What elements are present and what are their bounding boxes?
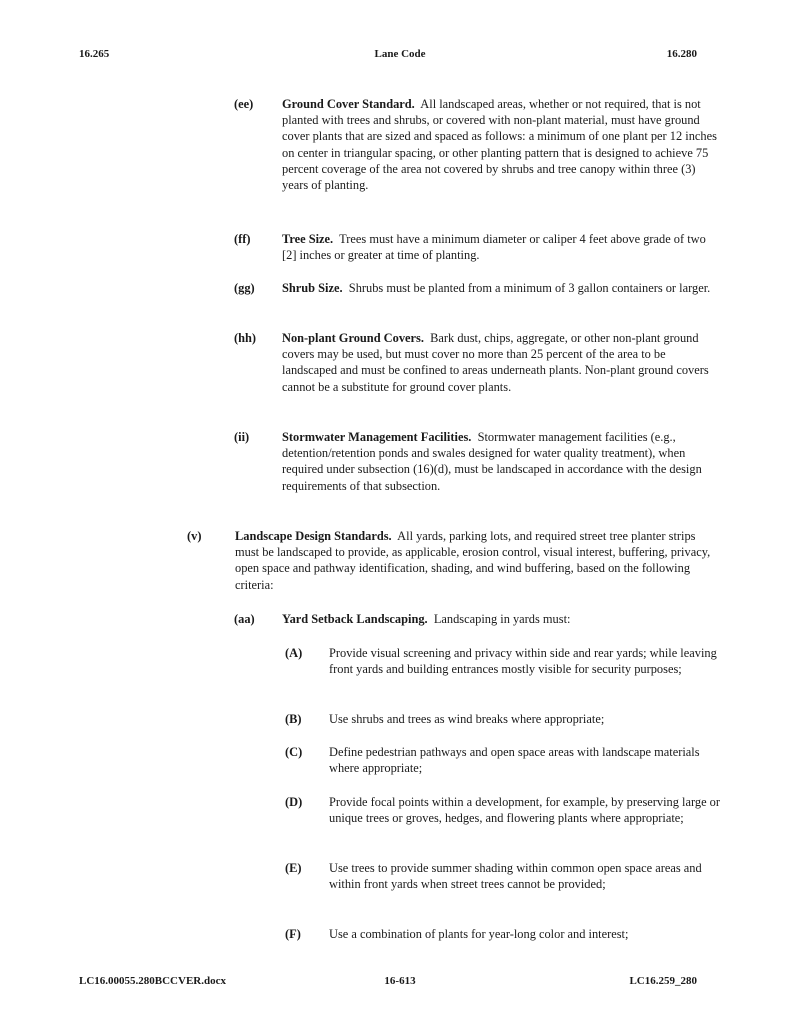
item-body: Define pedestrian pathways and open space areas with landscape materials where appropriate; bbox=[329, 745, 700, 776]
item-body: Provide focal points within a development, for example, by preserving large or unique trees or groves, hedges, and flowering plants where appropriate; bbox=[329, 795, 721, 826]
item-title: Shrub Size. bbox=[282, 281, 343, 295]
header-title: Lane Code bbox=[374, 48, 426, 60]
item-label: (ee) bbox=[234, 97, 254, 111]
item-body: Stormwater management facilities (e.g., detention/retention ponds and swales designed for water quality treatment), when required under subsection (16)(d), must be landscaped in accordance with the design requirements of that subsection. bbox=[282, 430, 702, 493]
item-body: Landscaping in yards must: bbox=[433, 612, 571, 626]
item-title: Tree Size. bbox=[282, 232, 334, 246]
item-label: (ii) bbox=[234, 430, 250, 444]
header-section-start: 16.265 bbox=[79, 48, 110, 60]
item-title: Stormwater Management Facilities. bbox=[282, 430, 472, 444]
item-title: Non-plant Ground Covers. bbox=[282, 331, 424, 345]
item-label: (hh) bbox=[234, 331, 257, 345]
item-body: Use a combination of plants for year-long color and interest; bbox=[329, 927, 629, 941]
footer-page-number: 16-613 bbox=[384, 975, 416, 987]
item-label: (v) bbox=[187, 529, 202, 543]
item-body: All landscaped areas, whether or not required, that is not planted with trees and shrubs, or covered with non-plant material, must have ground cover plants that are sized and spaced as follows: a minimum of one plant per 12 inches on center in triangular spacing, or other planting pattern that is designed to achieve 75 percent coverage of the area not covered by shrubs and tree canopy within three (3) years of planting. bbox=[282, 97, 717, 193]
item-label: (C) bbox=[285, 745, 303, 759]
item-title: Yard Setback Landscaping. bbox=[282, 612, 428, 626]
item-title: Ground Cover Standard. bbox=[282, 97, 415, 111]
item-label: (aa) bbox=[234, 612, 255, 626]
item-gg bbox=[234, 280, 720, 296]
item-body: Use shrubs and trees as wind breaks where appropriate; bbox=[329, 712, 605, 726]
item-ee bbox=[234, 96, 720, 193]
item-F bbox=[285, 926, 720, 942]
item-body: Provide visual screening and privacy within side and rear yards; while leaving front yards and building entrances mostly visible for security purposes; bbox=[329, 646, 717, 677]
item-D bbox=[285, 794, 720, 826]
item-ii bbox=[234, 429, 720, 494]
item-B bbox=[285, 711, 720, 727]
item-aa bbox=[234, 611, 720, 627]
item-label: (B) bbox=[285, 712, 302, 726]
item-body: Trees must have a minimum diameter or caliper 4 feet above grade of two [2] inches or greater at time of planting. bbox=[282, 232, 706, 263]
footer-section-range: LC16.259_280 bbox=[629, 975, 697, 987]
item-body: Shrubs must be planted from a minimum of 3 gallon containers or larger. bbox=[348, 281, 711, 295]
item-label: (D) bbox=[285, 795, 303, 809]
footer-document-name: LC16.00055.280BCCVER.docx bbox=[79, 975, 226, 987]
item-ff bbox=[234, 231, 720, 263]
item-body: Bark dust, chips, aggregate, or other non-plant ground covers may be used, but must cover no more than 25 percent of the area to be landscaped and must be confined to areas underneath plants. Non-plant ground covers cannot be a substitute for ground cover plants. bbox=[282, 331, 709, 394]
item-label: (F) bbox=[285, 927, 301, 941]
item-label: (ff) bbox=[234, 232, 251, 246]
item-body: Use trees to provide summer shading within common open space areas and within front yards when street trees cannot be provided; bbox=[329, 861, 702, 892]
item-body: All yards, parking lots, and required street tree planter strips must be landscaped to provide, as applicable, erosion control, visual interest, buffering, privacy, open space and pathway identification, shading, and wind buffering, based on the following criteria: bbox=[235, 529, 711, 592]
item-v bbox=[187, 528, 720, 593]
item-C bbox=[285, 744, 720, 776]
item-label: (E) bbox=[285, 861, 302, 875]
item-A bbox=[285, 645, 720, 677]
item-label: (gg) bbox=[234, 281, 255, 295]
item-label: (A) bbox=[285, 646, 303, 660]
header-section-end: 16.280 bbox=[666, 48, 697, 60]
item-E bbox=[285, 860, 720, 892]
item-title: Landscape Design Standards. bbox=[235, 529, 392, 543]
item-hh bbox=[234, 330, 720, 395]
